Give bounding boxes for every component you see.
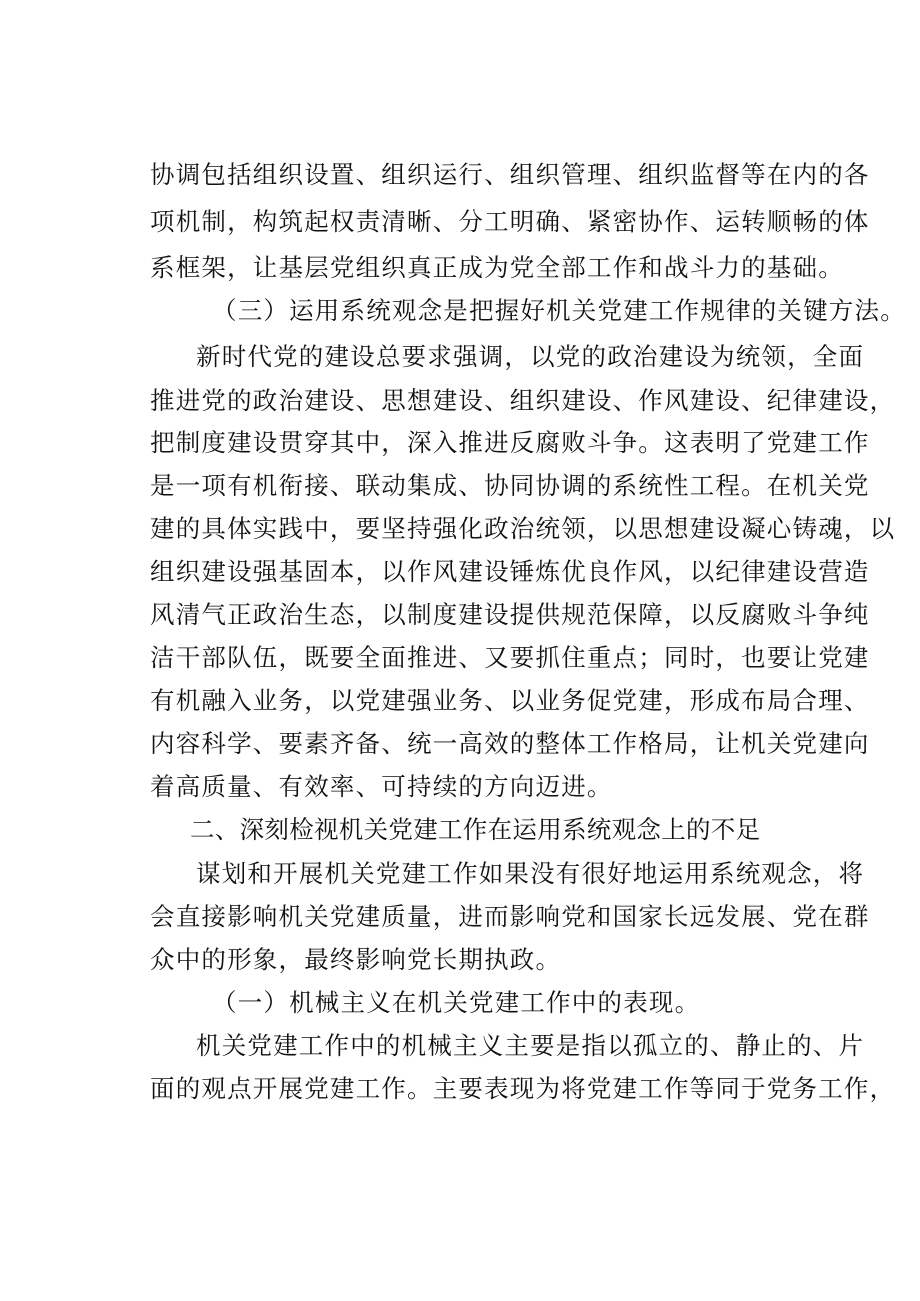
paragraph-line: 机关党建工作中的机械主义主要是指以孤立的、静止的、片 [196, 1031, 865, 1060]
paragraph-line: 会直接影响机关党建质量，进而影响党和国家长远发展、党在群 [150, 902, 870, 931]
paragraph-line: 项机制，构筑起权责清晰、分工明确、紧密协作、运转顺畅的体 [150, 207, 870, 236]
paragraph-line: 谋划和开展机关党建工作如果没有很好地运用系统观念，将 [196, 859, 865, 888]
paragraph-line: 把制度建设贯穿其中，深入推进反腐败斗争。这表明了党建工作 [150, 428, 870, 457]
paragraph-line: 推进党的政治建设、思想建设、组织建设、作风建设、纪律建设， [150, 386, 896, 415]
subheading-one: （一）机械主义在机关党建工作中的表现。 [212, 988, 701, 1017]
paragraph-line: 洁干部队伍，既要全面推进、又要抓住重点；同时，也要让党建 [150, 643, 870, 672]
paragraph-line: 协调包括组织设置、组织运行、组织管理、组织监督等在内的各 [150, 160, 870, 189]
paragraph-line: 组织建设强基固本，以作风建设锤炼优良作风，以纪律建设营造 [150, 557, 870, 586]
paragraph-line: 面的观点开展党建工作。主要表现为将党建工作等同于党务工作， [150, 1074, 896, 1103]
paragraph-line: 系框架，让基层党组织真正成为党全部工作和战斗力的基础。 [150, 253, 844, 282]
subheading-three: （三）运用系统观念是把握好机关党建工作规律的关键方法。 [212, 296, 906, 325]
section-heading: 二、深刻检视机关党建工作在运用系统观念上的不足 [190, 815, 761, 844]
paragraph-line: 内容科学、要素齐备、统一高效的整体工作格局，让机关党建向 [150, 729, 870, 758]
paragraph-line: 是一项有机衔接、联动集成、协同协调的系统性工程。在机关党 [150, 471, 870, 500]
paragraph-line: 有机融入业务，以党建强业务、以业务促党建，形成布局合理、 [150, 686, 870, 715]
paragraph-line: 新时代党的建设总要求强调，以党的政治建设为统领，全面 [196, 342, 865, 371]
paragraph-line: 建的具体实践中，要坚持强化政治统领，以思想建设凝心铸魂，以 [150, 514, 896, 543]
paragraph-line: 众中的形象，最终影响党长期执政。 [150, 945, 562, 974]
paragraph-line: 着高质量、有效率、可持续的方向迈进。 [150, 772, 613, 801]
paragraph-line: 风清气正政治生态，以制度建设提供规范保障，以反腐败斗争纯 [150, 600, 870, 629]
